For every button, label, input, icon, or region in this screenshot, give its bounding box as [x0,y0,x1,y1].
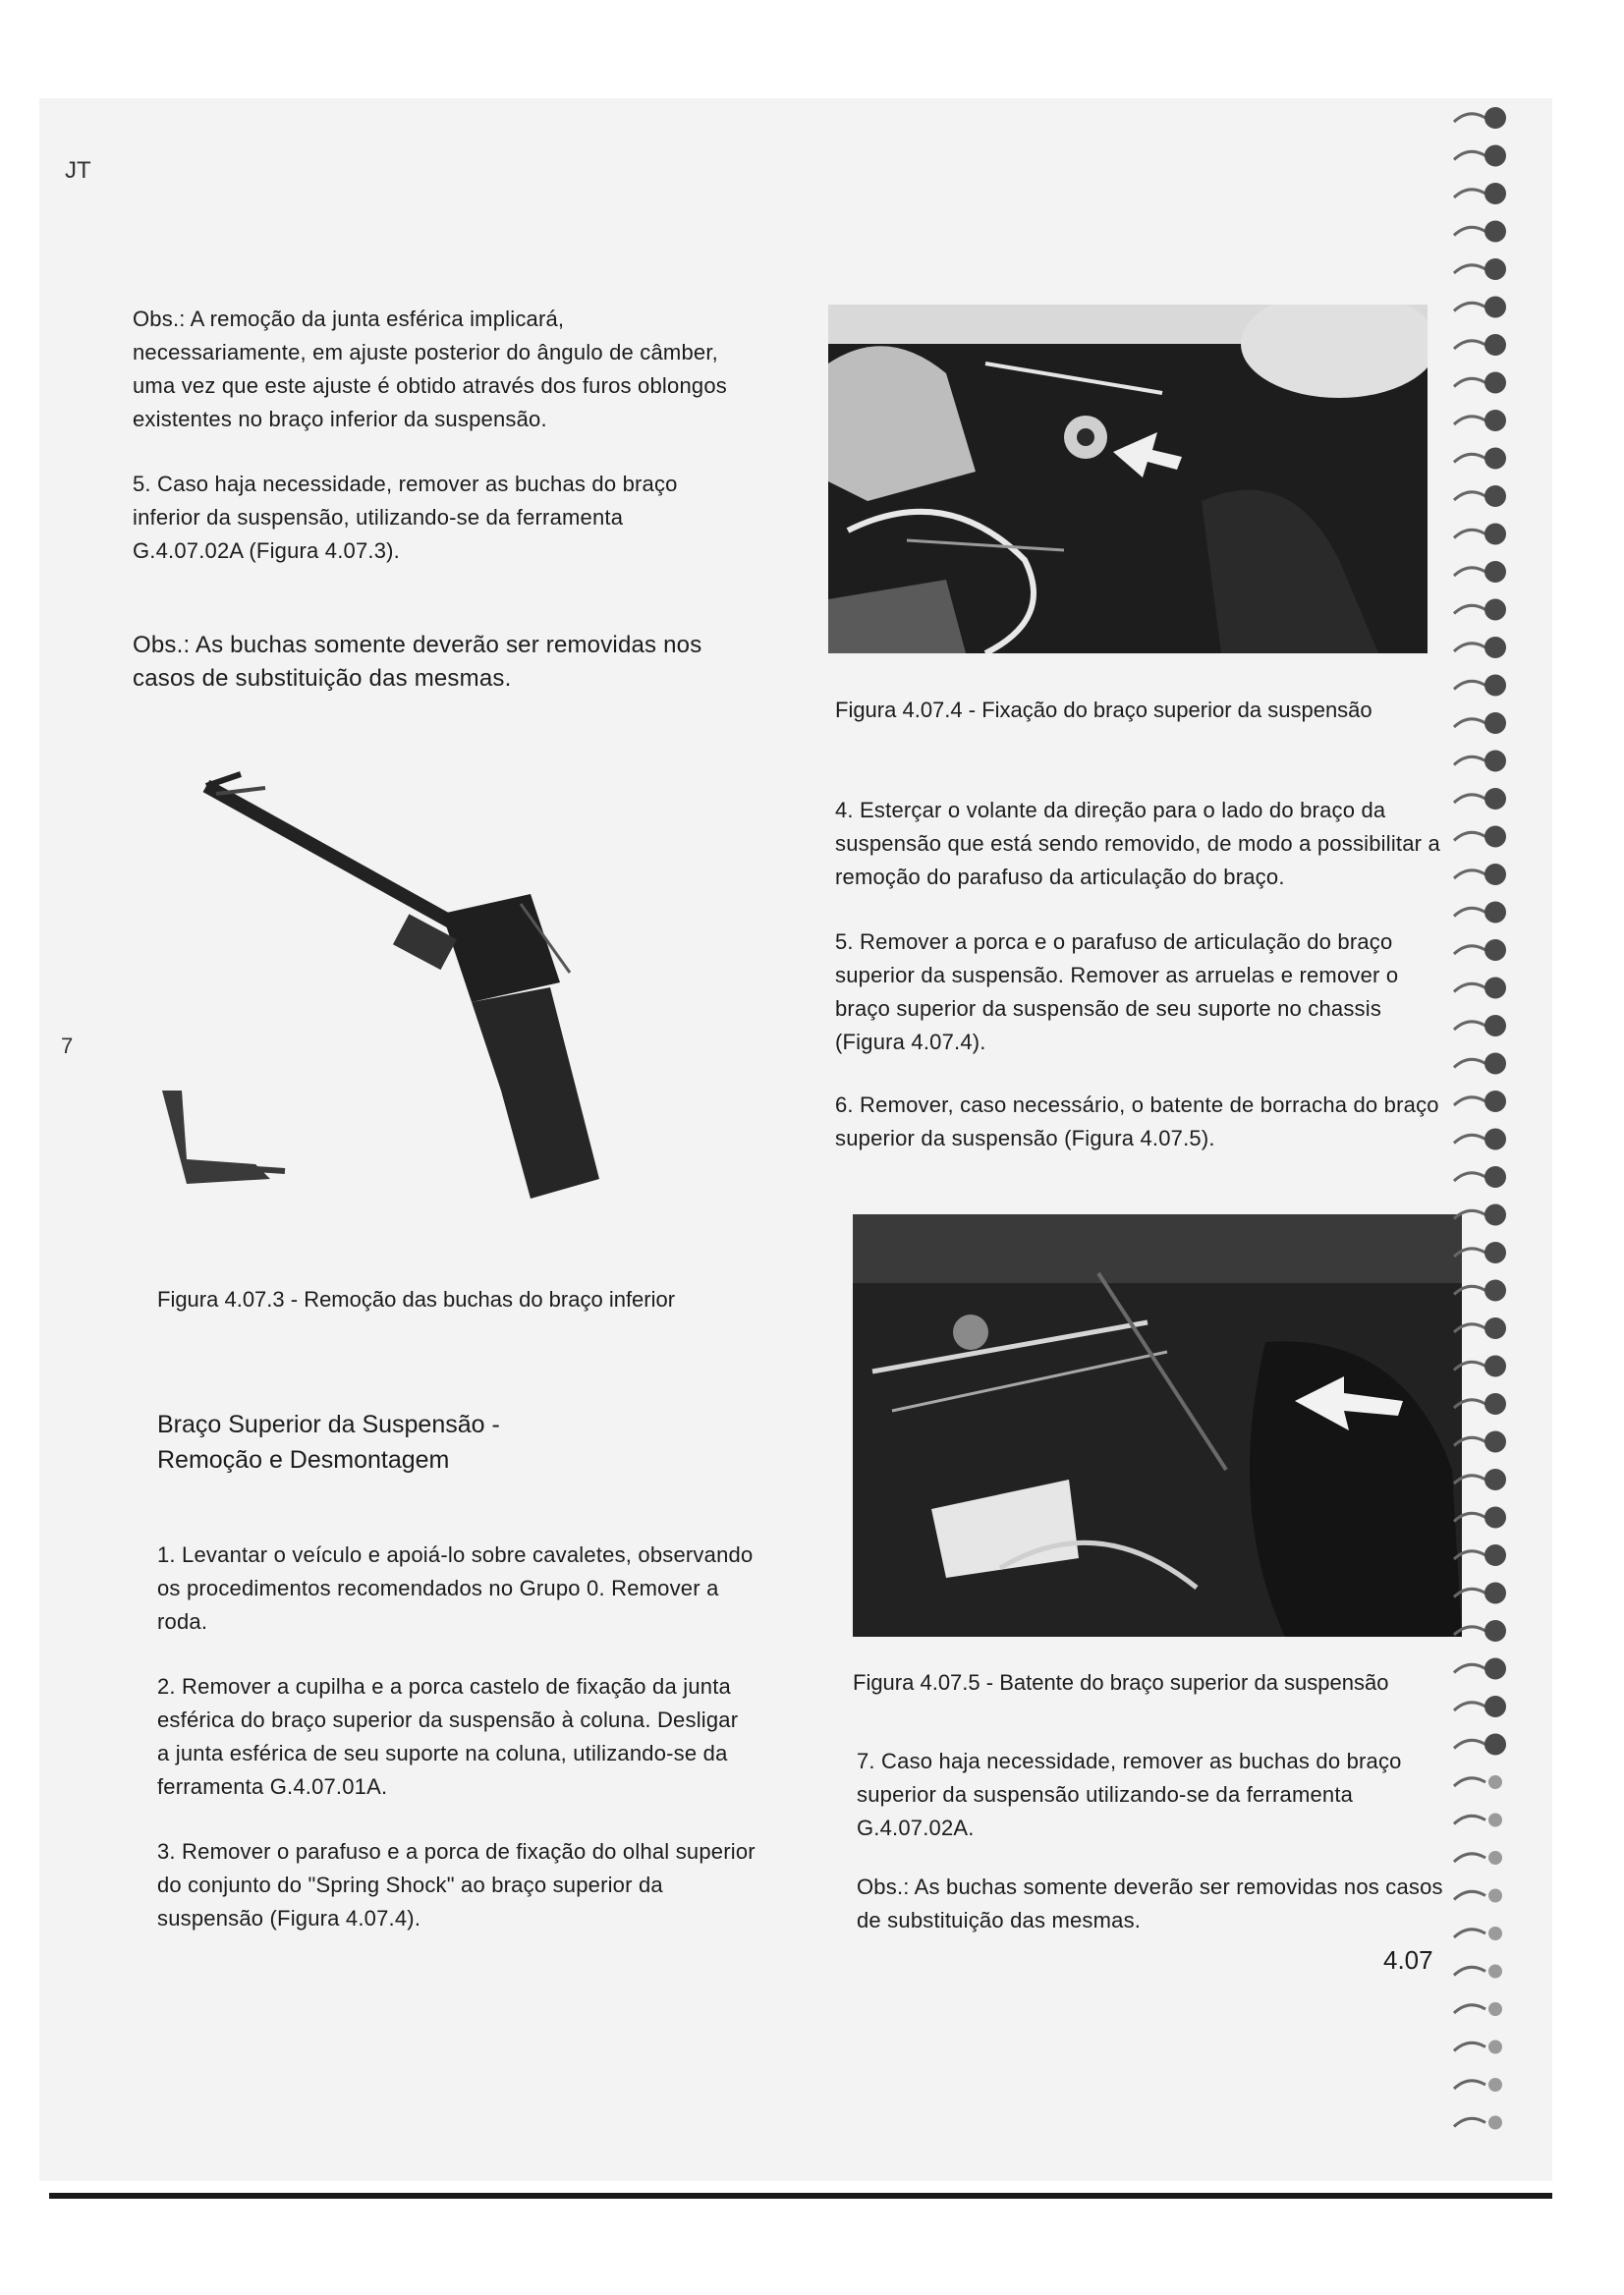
figure-4-07-3-caption: Figura 4.07.3 - Remoção das buchas do braço inferior [157,1287,676,1312]
step-7-remove-upper-bushings: 7. Caso haja necessidade, remover as buchas do braço superior da suspensão utilizando-se da ferramenta G.4.07.02A. [857,1749,1402,1840]
binding-ring [1454,1889,1502,1903]
step-3-remove-spring-shock-bolt: 3. Remover o parafuso e a porca de fixação do olhal superior do conjunto do "Spring Shock" ao braço superior da suspensão (Figura 4.07.4). [157,1839,756,1931]
binding-ring [1454,1053,1506,1075]
binding-ring [1454,183,1506,204]
binding-ring [1454,1393,1506,1415]
spiral-binding [1444,98,1552,2181]
binding-ring [1454,107,1506,129]
step-1-lift-vehicle: 1. Levantar o veículo e apoiá-lo sobre cavaletes, observando os procedimentos recomendados no Grupo 0. Remover a roda. [157,1542,754,1634]
binding-ring [1454,1431,1506,1453]
binding-ring [1454,1507,1506,1529]
binding-ring [1454,297,1506,318]
binding-ring [1454,448,1506,470]
figure-4-07-3-tool-illustration [147,766,717,1218]
binding-ring [1454,2116,1502,2130]
binding-ring [1454,1356,1506,1377]
binding-ring [1454,1091,1506,1112]
binding-ring [1454,1851,1502,1865]
binding-ring [1454,1280,1506,1302]
step-4-steer-wheel: 4. Esterçar o volante da direção para o lado do braço da suspensão que está sendo removido, de modo a possibilitar a remoção do parafuso da articulação do braço. [835,798,1440,889]
binding-ring [1454,637,1506,658]
binding-ring [1454,1204,1506,1226]
top-corner-mark: JT [65,157,91,184]
step-5-lower-bushings: 5. Caso haja necessidade, remover as buchas do braço inferior da suspensão, utilizando-se da ferramenta G.4.07.02A (Figura 4.07.3). [133,472,678,563]
section-heading-upper-arm: Braço Superior da Suspensão - Remoção e Desmontagem [157,1411,500,1474]
step-5-remove-pivot-bolt: 5. Remover a porca e o parafuso de articulação do braço superior da suspensão. Remover as arruelas e remover o braço superior da suspensão de seu suporte no chassis (Figura 4.07.4). [835,929,1399,1054]
figure-4-07-4-photo [828,305,1428,653]
binding-ring [1454,1775,1502,1789]
binding-ring [1454,1544,1506,1566]
figure-4-07-5-caption: Figura 4.07.5 - Batente do braço superior da suspensão [853,1670,1389,1695]
binding-ring [1454,1242,1506,1263]
binding-ring [1454,1734,1506,1756]
binding-ring [1454,524,1506,545]
binding-ring [1454,599,1506,621]
binding-ring [1454,1620,1506,1642]
binding-ring [1454,1696,1506,1717]
page-number: 4.07 [1383,1945,1433,1975]
binding-ring [1454,485,1506,507]
binding-ring [1454,978,1506,999]
binding-ring [1454,258,1506,280]
binding-ring [1454,826,1506,848]
binding-ring [1454,1583,1506,1604]
binding-ring [1454,939,1506,961]
binding-ring [1454,675,1506,697]
binding-ring [1454,1814,1502,1827]
binding-ring [1454,1015,1506,1036]
step-6-remove-bump-stop: 6. Remover, caso necessário, o batente de borracha do braço superior da suspensão (Figura 4.07.5). [835,1092,1439,1150]
figure-4-07-4-caption: Figura 4.07.4 - Fixação do braço superior da suspensão [835,698,1372,722]
binding-ring [1454,1469,1506,1490]
binding-ring [1454,751,1506,772]
binding-ring [1454,410,1506,431]
binding-ring [1454,2002,1502,2016]
step-2-remove-cotter-pin: 2. Remover a cupilha e a porca castelo de fixação da junta esférica do braço superior da suspensão à coluna. Desligar a junta esférica de seu suporte na coluna, utilizando-se da ferramenta G.4.07.01A. [157,1674,739,1799]
obs-camber-note: Obs.: A remoção da junta esférica implicará, necessariamente, em ajuste posterior do ângulo de câmber, uma vez que este ajuste é obtido através dos furos oblongos existentes no braço inferior da suspensão. [133,307,727,431]
binding-ring [1454,902,1506,924]
binding-ring [1454,561,1506,583]
binding-ring [1454,788,1506,810]
binding-ring [1454,1129,1506,1150]
binding-ring [1454,1317,1506,1339]
binding-ring [1454,372,1506,394]
obs-upper-bushings-note: Obs.: As buchas somente deverão ser removidas nos casos de substituição das mesmas. [857,1875,1443,1932]
figure-4-07-5-photo [853,1214,1462,1637]
binding-ring [1454,145,1506,167]
page-bottom-edge [49,2193,1552,2199]
binding-ring [1454,221,1506,243]
binding-ring [1454,2078,1502,2092]
binding-ring [1454,1658,1506,1680]
binding-ring [1454,1166,1506,1188]
binding-ring [1454,2041,1502,2054]
binding-ring [1454,712,1506,734]
binding-ring [1454,1927,1502,1940]
figure-4-07-3-label: 7 [61,1034,74,1058]
binding-ring [1454,334,1506,356]
binding-ring [1454,1965,1502,1979]
binding-ring [1454,864,1506,885]
obs-bushings-note: Obs.: As buchas somente deverão ser removidas nos casos de substituição das mesmas. [133,632,702,692]
